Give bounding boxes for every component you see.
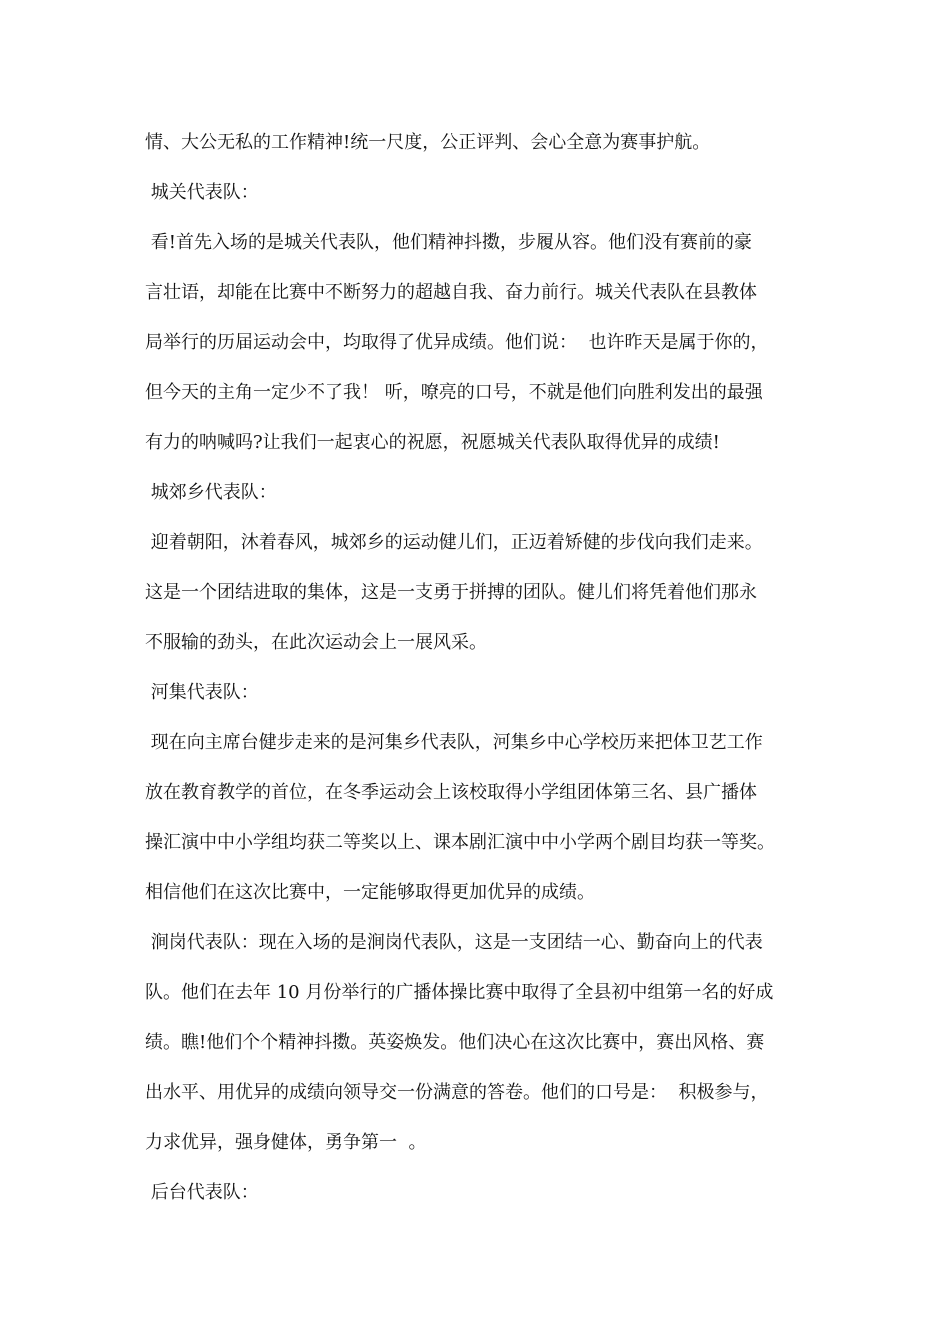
- text-line-10: 这是一个团结进取的集体，这是一支勇于拼搏的团队。健儿们将凭着他们那永: [145, 582, 757, 603]
- text-line-7: 有力的呐喊吗?让我们一起衷心的祝愿，祝愿城关代表队取得优异的成绩!: [145, 432, 720, 453]
- text-line-19: 绩。瞧!他们个个精神抖擞。英姿焕发。他们决心在这次比赛中，赛出风格、赛: [145, 1032, 765, 1053]
- text-line-13: 现在向主席台健步走来的是河集乡代表队，河集乡中心学校历来把体卫艺工作: [145, 732, 763, 753]
- text-line-6: 但今天的主角一定少不了我！ 听，嘹亮的口号，不就是他们向胜利发出的最强: [145, 382, 763, 403]
- section-heading-houtai: 后台代表队：: [145, 1182, 259, 1203]
- text-line-9: 迎着朝阳，沐着春风，城郊乡的运动健儿们，正迈着矫健的步伐向我们走来。: [145, 532, 763, 553]
- section-heading-chengguan: 城关代表队：: [145, 182, 259, 203]
- text-line-4: 言壮语，却能在比赛中不断努力的超越自我、奋力前行。城关代表队在县教体: [145, 282, 757, 303]
- text-line-20: 出水平、用优异的成绩向领导交一份满意的答卷。他们的口号是： 积极参与，: [145, 1082, 769, 1103]
- text-line-1: 情、大公无私的工作精神!统一尺度，公正评判、会心全意为赛事护航。: [145, 132, 711, 153]
- text-line-18: 队。他们在去年 10 月份举行的广播体操比赛中取得了全县初中组第一名的好成: [145, 982, 774, 1003]
- section-heading-heji: 河集代表队：: [145, 682, 259, 703]
- section-heading-chengjiao: 城郊乡代表队：: [145, 482, 277, 503]
- text-line-16: 相信他们在这次比赛中，一定能够取得更加优异的成绩。: [145, 882, 595, 903]
- document-body: [145, 118, 825, 1218]
- section-heading-jiangang: 涧岗代表队：现在入场的是涧岗代表队，这是一支团结一心、勤奋向上的代表: [145, 932, 763, 953]
- text-line-15: 操汇演中中小学组均获二等奖以上、课本剧汇演中中小学两个剧目均获一等奖。: [145, 832, 775, 853]
- text-line-14: 放在教育教学的首位，在冬季运动会上该校取得小学组团体第三名、县广播体: [145, 782, 757, 803]
- text-line-11: 不服输的劲头，在此次运动会上一展风采。: [145, 632, 487, 653]
- text-line-3: 看!首先入场的是城关代表队，他们精神抖擞，步履从容。他们没有赛前的豪: [145, 232, 752, 253]
- text-line-5: 局举行的历届运动会中，均取得了优异成绩。他们说： 也许昨天是属于你的，: [145, 332, 769, 353]
- text-line-21: 力求优异，强身健体，勇争第一 。: [145, 1132, 427, 1153]
